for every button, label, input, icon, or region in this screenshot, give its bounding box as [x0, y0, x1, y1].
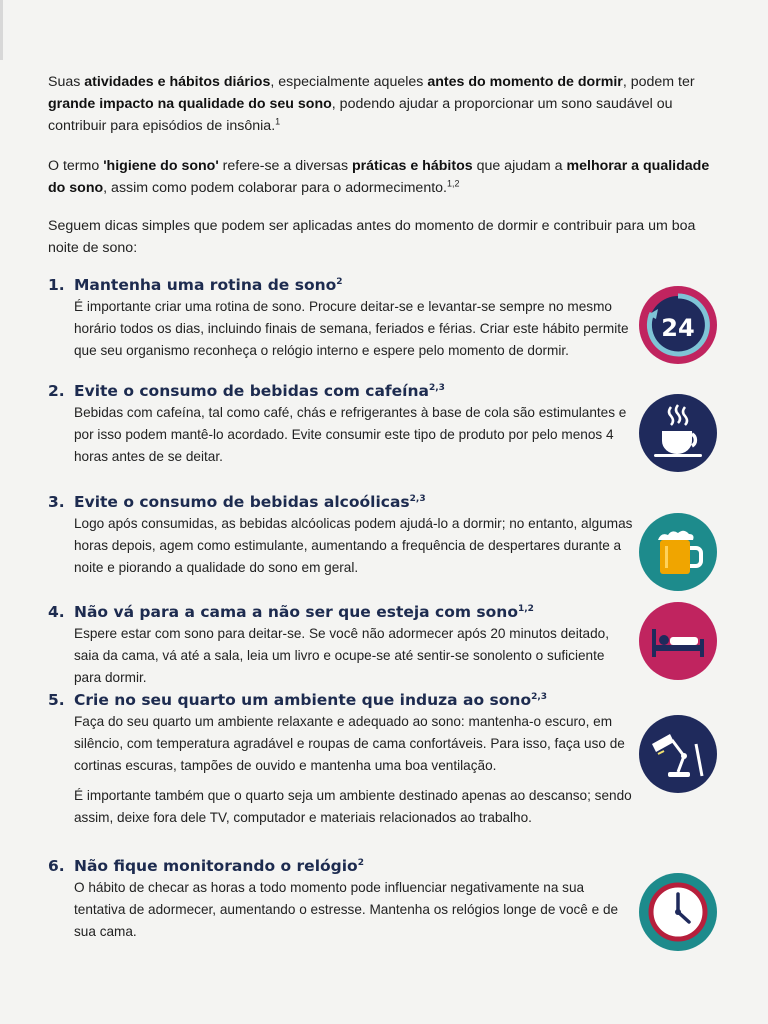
- tip-body: [74, 711, 634, 829]
- tip-body: [74, 296, 634, 362]
- intro-text-run: grande impacto na qualidade do seu sono: [48, 96, 332, 112]
- desk-lamp-icon: [638, 714, 718, 794]
- tip-reference: 2: [336, 276, 343, 287]
- tip-text: O hábito de checar as horas a todo momento pode influenciar negativamente na sua tentativa de adormecer, aumentando o estresse. Mantenha os relógios longe de você e de sua cama.: [74, 880, 619, 939]
- intro-text-run: que ajudam a: [472, 158, 567, 174]
- tip-heading: [48, 601, 628, 623]
- tip-text: Bebidas com cafeína, tal como café, chás e refrigerantes à base de cola são estimulantes e por isso podem mantê-lo acordado. Evite consumir este tipo de produto por pelo menos 4 horas antes de se deitar.: [74, 405, 627, 464]
- tip-body: [74, 877, 634, 943]
- intro-text-run: práticas e hábitos: [351, 158, 473, 174]
- intro-text-run: antes do momento de dormir: [427, 74, 623, 90]
- tip-4: [48, 601, 628, 689]
- tip-number: 4.: [48, 603, 65, 621]
- tip-text: É importante também que o quarto seja um ambiente destinado apenas ao descanso; sendo assim, deixe fora dele TV, computador e materiais relacionados ao trabalho.: [74, 788, 632, 825]
- tip-5: [48, 689, 632, 829]
- coffee-cup-icon: [638, 393, 718, 473]
- tip-number: 5.: [48, 691, 65, 709]
- tip-title: Evite o consumo de bebidas com cafeína: [74, 382, 429, 400]
- tip-reference: 2,3: [409, 493, 426, 504]
- page-edge: [0, 0, 3, 60]
- wall-clock-icon: [638, 872, 718, 952]
- tip-reference: 1,2: [517, 603, 534, 614]
- tip-1: [48, 274, 628, 362]
- intro-paragraph-3: Seguem dicas simples que podem ser aplicadas antes do momento de dormir e contribuir para um boa noite de sono:: [48, 218, 696, 256]
- intro-text-run: atividades e hábitos diários: [84, 74, 271, 90]
- tip-text: É importante criar uma rotina de sono. Procure deitar-se e levantar-se sempre no mesmo horário todos os dias, incluindo finais de semana, feriados e férias. Criar este hábito permite que seu organismo reconheça o relógio interno e espere pelo momento de dormir.: [74, 299, 629, 358]
- intro-paragraph-1: [48, 71, 720, 137]
- intro-text-run: , podendo ajudar a proporcionar um sono saudável ou contribuir para episódios de insônia.: [48, 96, 673, 134]
- intro-text-run: , especialmente aqueles: [270, 74, 428, 90]
- tip-text: Logo após consumidas, as bebidas alcóolicas podem ajudá-lo a dormir; no entanto, algumas horas depois, agem como estimulante, aumentando a frequência de despertares durante a noite e piorando a qualidade do sono em geral.: [74, 516, 633, 575]
- clock-24h-label: 24: [661, 314, 695, 342]
- tip-title: Mantenha uma rotina de sono: [74, 276, 337, 294]
- tip-number: 1.: [48, 276, 65, 294]
- intro-text-run: refere-se a diversas: [218, 158, 352, 174]
- intro-text-run: 'higiene do sono': [103, 158, 219, 174]
- tip-title: Evite o consumo de bebidas alcoólicas: [74, 493, 410, 511]
- tip-text: Espere estar com sono para deitar-se. Se você não adormecer após 20 minutos deitado, saia da cama, vá até a sala, leia um livro e ocupe-se até sentir-se sonolento o suficiente para dormir.: [74, 626, 609, 685]
- intro-text-run: , assim como podem colaborar para o adormecimento.: [103, 180, 447, 196]
- bed-icon: [638, 601, 718, 681]
- tip-heading: [48, 380, 628, 402]
- intro-text-run: Suas: [48, 74, 85, 90]
- tip-3: [48, 491, 633, 579]
- tip-body: [74, 513, 634, 579]
- tip-heading: [48, 855, 628, 877]
- tip-body: [74, 623, 634, 689]
- tip-heading: [48, 689, 628, 711]
- tip-number: 6.: [48, 857, 65, 875]
- tip-reference: 2,3: [429, 382, 445, 393]
- reference-superscript: 1: [275, 116, 281, 127]
- tip-6: [48, 855, 628, 943]
- intro-paragraph-2: [48, 155, 720, 199]
- tip-body: [74, 402, 634, 468]
- tip-reference: 2,3: [531, 691, 548, 702]
- tip-reference: 2: [357, 857, 364, 868]
- tip-text: Faça do seu quarto um ambiente relaxante e adequado ao sono: mantenha-o escuro, em silêncio, com temperatura agradável e roupas de cama confortáveis. Para isso, faça uso de cortinas escuras, tampões de ouvido e mantenha uma boa ventilação.: [74, 714, 625, 773]
- intro-text-run: melhorar a qualidade do sono: [48, 158, 710, 196]
- tip-title: Não vá para a cama a não ser que esteja com sono: [74, 603, 518, 621]
- clock-24h-icon: [638, 285, 718, 365]
- tip-heading: [48, 274, 628, 296]
- tip-title: Não fique monitorando o relógio: [74, 857, 358, 875]
- reference-superscript: 1,2: [446, 178, 460, 189]
- intro-text-run: , podem ter: [622, 74, 695, 90]
- tip-heading: [48, 491, 628, 513]
- beer-mug-icon: [638, 512, 718, 592]
- tip-number: 2.: [48, 382, 65, 400]
- intro-text-run: O termo: [48, 158, 104, 174]
- tip-title: Crie no seu quarto um ambiente que induza ao sono: [74, 691, 532, 709]
- tip-number: 3.: [48, 493, 65, 511]
- tip-2: [48, 380, 628, 468]
